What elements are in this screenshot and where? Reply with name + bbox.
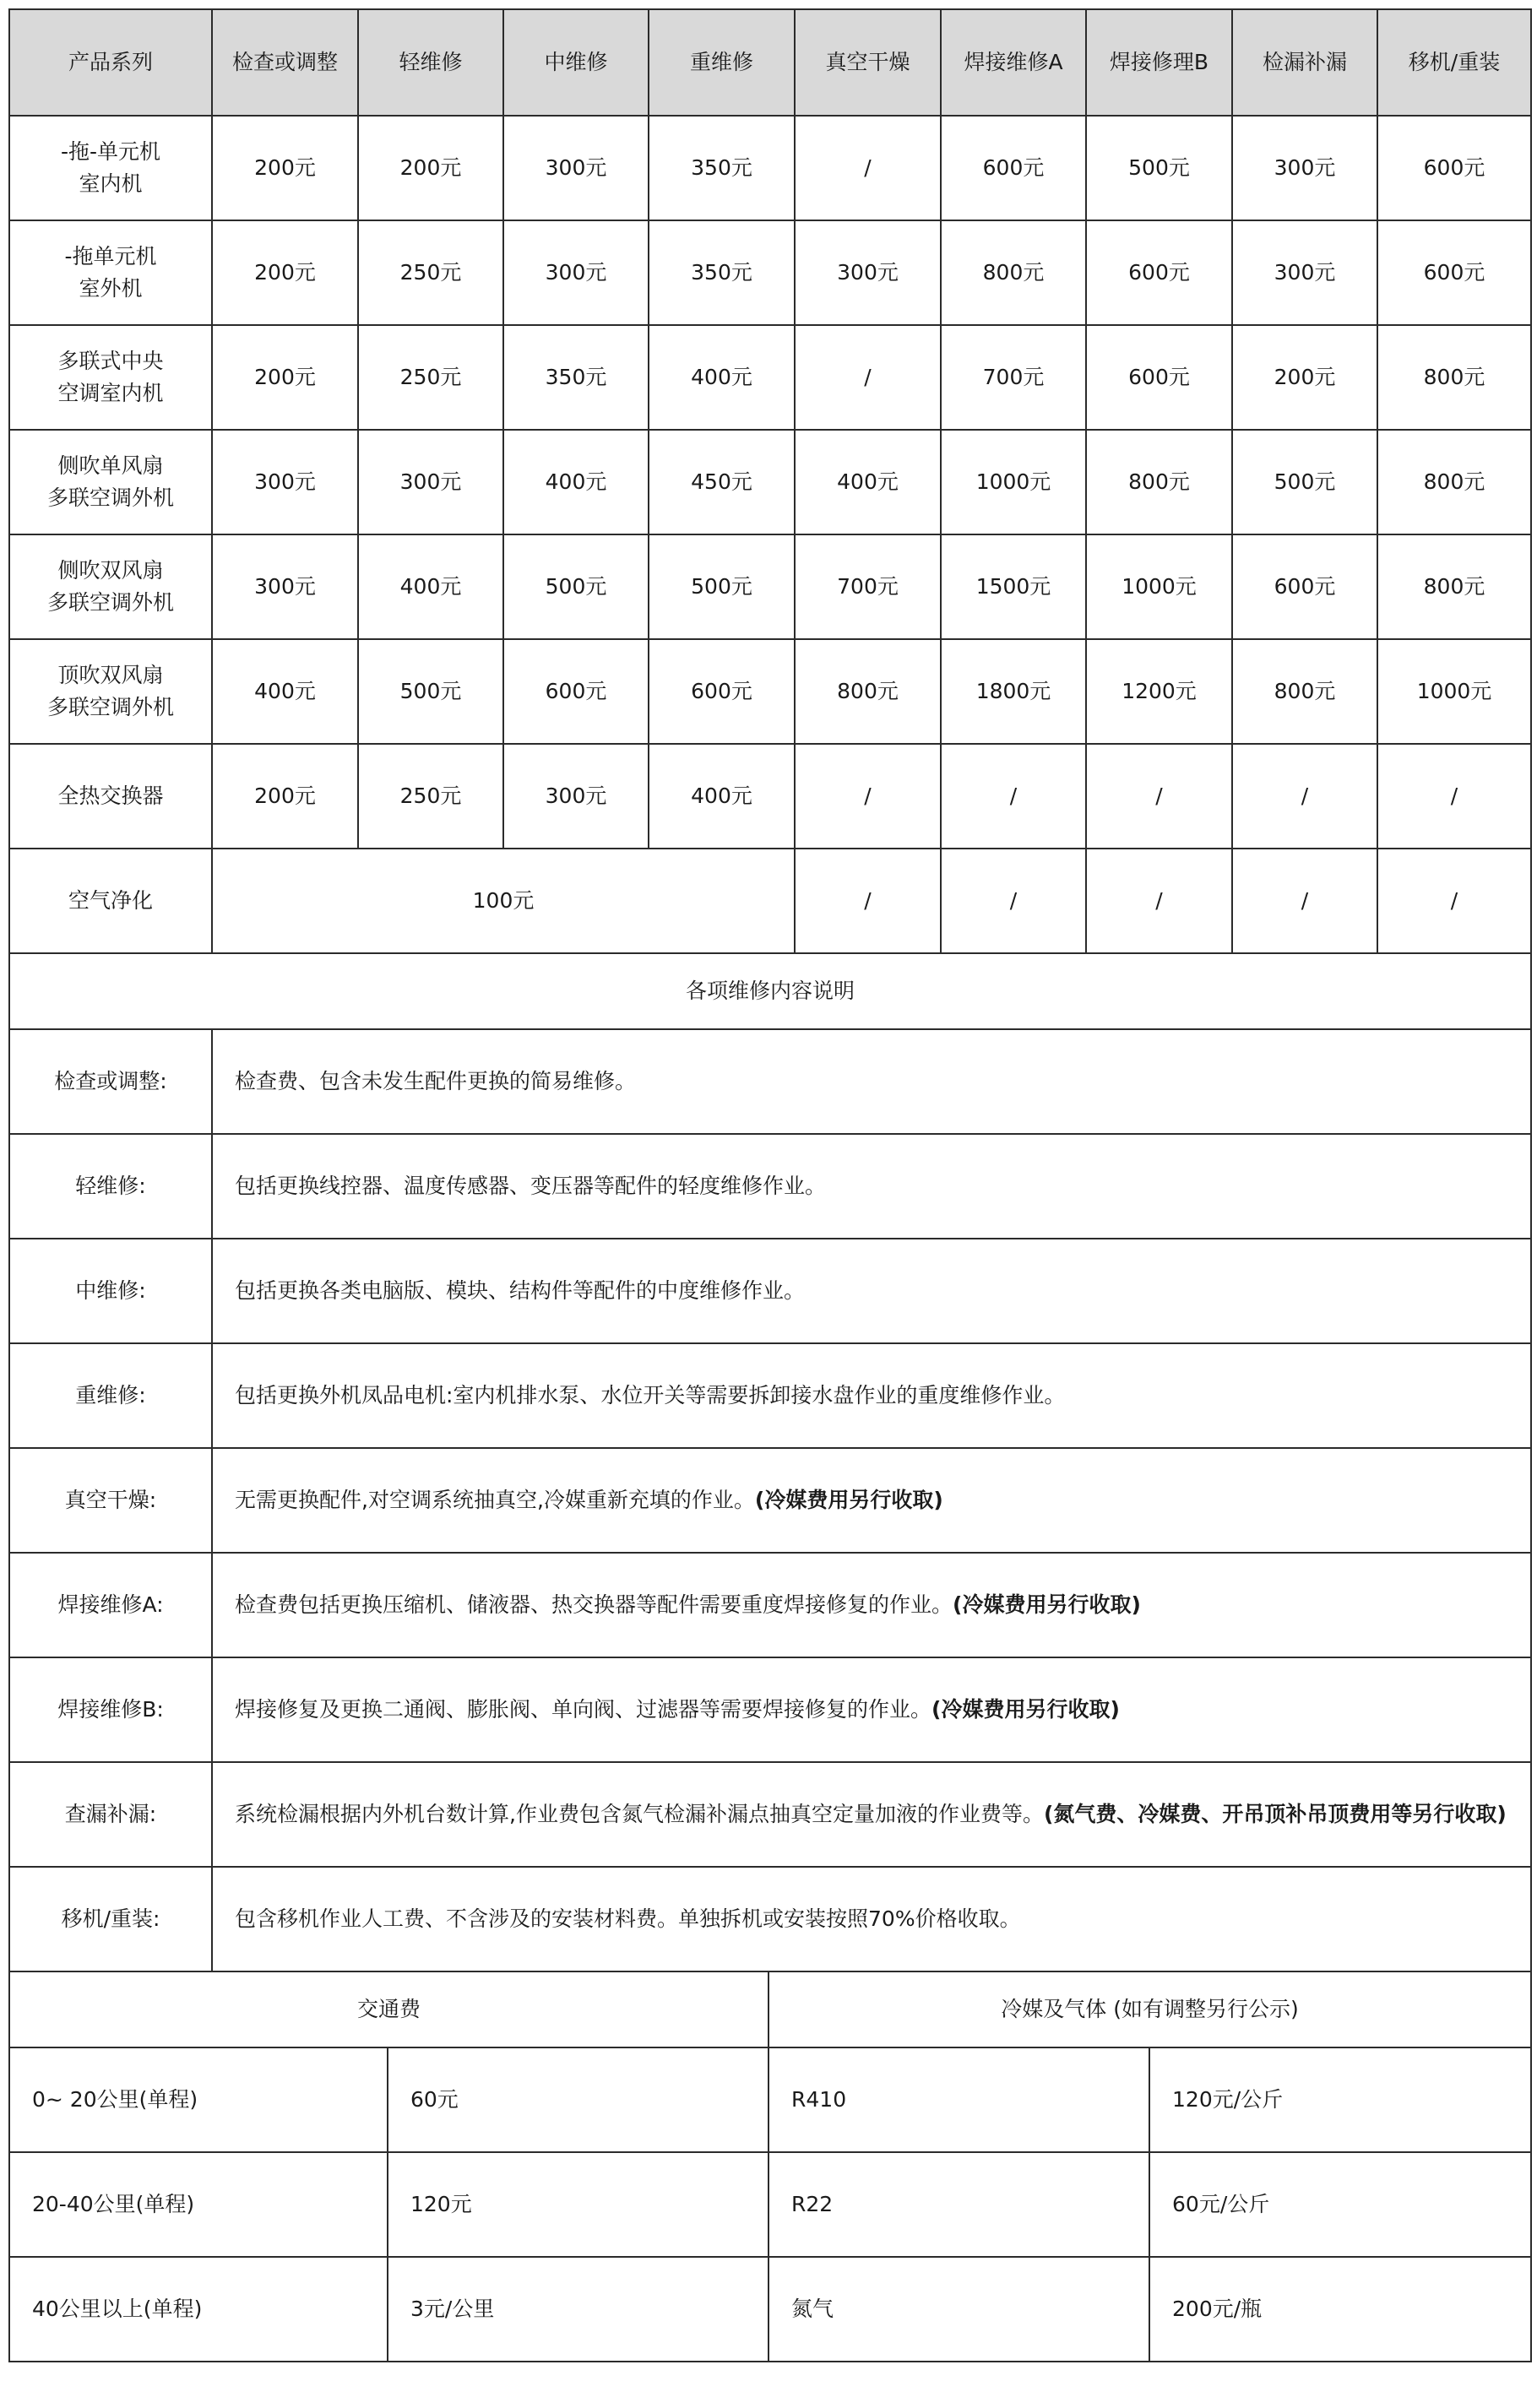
price-cell: 400元 — [649, 325, 795, 430]
price-cell: 300元 — [795, 220, 941, 325]
price-cell: 400元 — [649, 744, 795, 849]
price-cell: 500元 — [503, 534, 649, 639]
transport-fee-title: 交通费 — [9, 1971, 768, 2047]
fee-table — [8, 1971, 1532, 2362]
gas-price: 200元/瓶 — [1149, 2257, 1531, 2362]
price-cell: 600元 — [503, 639, 649, 744]
description-row — [9, 1239, 1531, 1343]
gas-name: R410 — [768, 2047, 1149, 2152]
fee-row — [9, 2047, 1531, 2152]
refrigerant-title: 冷媒及气体 (如有调整另行公示) — [768, 1971, 1531, 2047]
product-name: 侧吹单风扇 多联空调外机 — [9, 430, 212, 534]
description-row — [9, 1029, 1531, 1134]
price-cell: / — [1232, 744, 1377, 849]
fee-row — [9, 2152, 1531, 2257]
price-cell: 300元 — [1232, 220, 1377, 325]
gas-price: 60元/公斤 — [1149, 2152, 1531, 2257]
price-cell: 500元 — [649, 534, 795, 639]
price-cell: 600元 — [1377, 220, 1531, 325]
price-cell: 350元 — [503, 325, 649, 430]
description-label: 中维修: — [9, 1239, 212, 1343]
price-cell: 500元 — [1232, 430, 1377, 534]
price-cell: 250元 — [358, 325, 503, 430]
distance-label: 20-40公里(单程) — [9, 2152, 388, 2257]
product-name: 空气净化 — [9, 849, 212, 953]
price-cell: 1200元 — [1086, 639, 1232, 744]
description-label: 检查或调整: — [9, 1029, 212, 1134]
header-weld-b: 焊接修理B — [1086, 9, 1232, 116]
price-cell: 200元 — [1232, 325, 1377, 430]
description-label: 真空干燥: — [9, 1448, 212, 1553]
description-text: 系统检漏根据内外机台数计算,作业费包含氮气检漏补漏点抽真空定量加液的作业费等。(氮气费、冷媒费、开吊顶补吊顶费用等另行收取) — [212, 1762, 1531, 1867]
product-name: 全热交换器 — [9, 744, 212, 849]
price-cell: 400元 — [503, 430, 649, 534]
price-cell: / — [795, 744, 941, 849]
price-cell: 800元 — [1377, 430, 1531, 534]
description-title: 各项维修内容说明 — [9, 953, 1531, 1029]
price-cell: 500元 — [1086, 116, 1232, 220]
description-text: 无需更换配件,对空调系统抽真空,冷媒重新充填的作业。(冷媒费用另行收取) — [212, 1448, 1531, 1553]
price-cell: 300元 — [212, 430, 358, 534]
price-cell: 800元 — [795, 639, 941, 744]
description-label: 轻维修: — [9, 1134, 212, 1239]
distance-label: 0~ 20公里(单程) — [9, 2047, 388, 2152]
price-cell: 800元 — [1377, 534, 1531, 639]
product-name: 多联式中央 空调室内机 — [9, 325, 212, 430]
price-cell: / — [941, 744, 1086, 849]
description-row — [9, 1343, 1531, 1448]
price-cell: 300元 — [212, 534, 358, 639]
price-table-header — [9, 9, 1531, 116]
price-cell: 400元 — [212, 639, 358, 744]
price-cell: 200元 — [358, 116, 503, 220]
price-cell: / — [1086, 744, 1232, 849]
price-cell: / — [1377, 849, 1531, 953]
transport-fee: 3元/公里 — [388, 2257, 768, 2362]
price-cell: 300元 — [503, 744, 649, 849]
price-cell: / — [1086, 849, 1232, 953]
price-cell: 800元 — [1086, 430, 1232, 534]
table-row — [9, 744, 1531, 849]
price-cell: / — [795, 849, 941, 953]
price-cell: 600元 — [1086, 220, 1232, 325]
price-cell: 600元 — [941, 116, 1086, 220]
price-cell: 800元 — [1377, 325, 1531, 430]
header-weld-a: 焊接维修A — [941, 9, 1086, 116]
product-name: 侧吹双风扇 多联空调外机 — [9, 534, 212, 639]
price-cell: 200元 — [212, 116, 358, 220]
description-row — [9, 1657, 1531, 1762]
fee-row — [9, 2257, 1531, 2362]
price-document — [8, 8, 1530, 2362]
price-table — [8, 8, 1532, 954]
description-label: 重维修: — [9, 1343, 212, 1448]
price-cell: 1000元 — [941, 430, 1086, 534]
table-row — [9, 849, 1531, 953]
price-cell: / — [1377, 744, 1531, 849]
distance-label: 40公里以上(单程) — [9, 2257, 388, 2362]
price-cell: 1800元 — [941, 639, 1086, 744]
header-move-reinstall: 移机/重装 — [1377, 9, 1531, 116]
header-light-repair: 轻维修 — [358, 9, 503, 116]
price-cell: 400元 — [795, 430, 941, 534]
header-medium-repair: 中维修 — [503, 9, 649, 116]
description-text: 包括更换外机凤品电机:室内机排水泵、水位开关等需要拆卸接水盘作业的重度维修作业。 — [212, 1343, 1531, 1448]
description-text: 检查费包括更换压缩机、储液器、热交换器等配件需要重度焊接修复的作业。(冷媒费用另行收取) — [212, 1553, 1531, 1657]
description-text: 检查费、包含未发生配件更换的简易维修。 — [212, 1029, 1531, 1134]
price-cell: 1000元 — [1086, 534, 1232, 639]
price-cell: 600元 — [649, 639, 795, 744]
table-row — [9, 220, 1531, 325]
price-cell: 350元 — [649, 116, 795, 220]
price-cell: 500元 — [358, 639, 503, 744]
price-cell: 700元 — [941, 325, 1086, 430]
price-cell: / — [941, 849, 1086, 953]
price-cell: / — [1232, 849, 1377, 953]
product-name: 顶吹双风扇 多联空调外机 — [9, 639, 212, 744]
price-cell: 1000元 — [1377, 639, 1531, 744]
price-cell: 600元 — [1086, 325, 1232, 430]
description-text: 焊接修复及更换二通阀、膨胀阀、单向阀、过滤器等需要焊接修复的作业。(冷媒费用另行收取) — [212, 1657, 1531, 1762]
description-row — [9, 1867, 1531, 1971]
description-table — [8, 952, 1532, 1972]
header-inspect-adjust: 检查或调整 — [212, 9, 358, 116]
transport-fee: 60元 — [388, 2047, 768, 2152]
product-name: -拖-单元机 室内机 — [9, 116, 212, 220]
price-cell: 200元 — [212, 744, 358, 849]
product-name: -拖单元机 室外机 — [9, 220, 212, 325]
price-cell: 700元 — [795, 534, 941, 639]
price-cell: 300元 — [358, 430, 503, 534]
description-label: 焊接维修B: — [9, 1657, 212, 1762]
price-cell: / — [795, 325, 941, 430]
price-cell: 300元 — [503, 220, 649, 325]
table-row — [9, 116, 1531, 220]
price-cell: 300元 — [1232, 116, 1377, 220]
header-product-series: 产品系列 — [9, 9, 212, 116]
table-row — [9, 534, 1531, 639]
price-cell: 250元 — [358, 744, 503, 849]
description-label: 焊接维修A: — [9, 1553, 212, 1657]
description-text: 包含移机作业人工费、不含涉及的安装材料费。单独拆机或安装按照70%价格收取。 — [212, 1867, 1531, 1971]
price-cell: / — [795, 116, 941, 220]
description-label: 移机/重装: — [9, 1867, 212, 1971]
description-text: 包括更换各类电脑版、模块、结构件等配件的中度维修作业。 — [212, 1239, 1531, 1343]
price-cell: 350元 — [649, 220, 795, 325]
price-cell: 200元 — [212, 325, 358, 430]
gas-name: R22 — [768, 2152, 1149, 2257]
description-row — [9, 1553, 1531, 1657]
table-row — [9, 639, 1531, 744]
gas-price: 120元/公斤 — [1149, 2047, 1531, 2152]
header-heavy-repair: 重维修 — [649, 9, 795, 116]
price-cell-merged: 100元 — [212, 849, 795, 953]
gas-name: 氮气 — [768, 2257, 1149, 2362]
table-row — [9, 325, 1531, 430]
description-label: 查漏补漏: — [9, 1762, 212, 1867]
price-cell: 800元 — [941, 220, 1086, 325]
price-cell: 450元 — [649, 430, 795, 534]
header-leak-repair: 检漏补漏 — [1232, 9, 1377, 116]
price-cell: 400元 — [358, 534, 503, 639]
price-cell: 600元 — [1377, 116, 1531, 220]
description-row — [9, 1448, 1531, 1553]
price-cell: 250元 — [358, 220, 503, 325]
price-cell: 600元 — [1232, 534, 1377, 639]
price-cell: 800元 — [1232, 639, 1377, 744]
description-row — [9, 1762, 1531, 1867]
description-row — [9, 1134, 1531, 1239]
description-text: 包括更换线控器、温度传感器、变压器等配件的轻度维修作业。 — [212, 1134, 1531, 1239]
header-vacuum-dry: 真空干燥 — [795, 9, 941, 116]
price-cell: 1500元 — [941, 534, 1086, 639]
table-row — [9, 430, 1531, 534]
price-cell: 200元 — [212, 220, 358, 325]
price-cell: 300元 — [503, 116, 649, 220]
transport-fee: 120元 — [388, 2152, 768, 2257]
